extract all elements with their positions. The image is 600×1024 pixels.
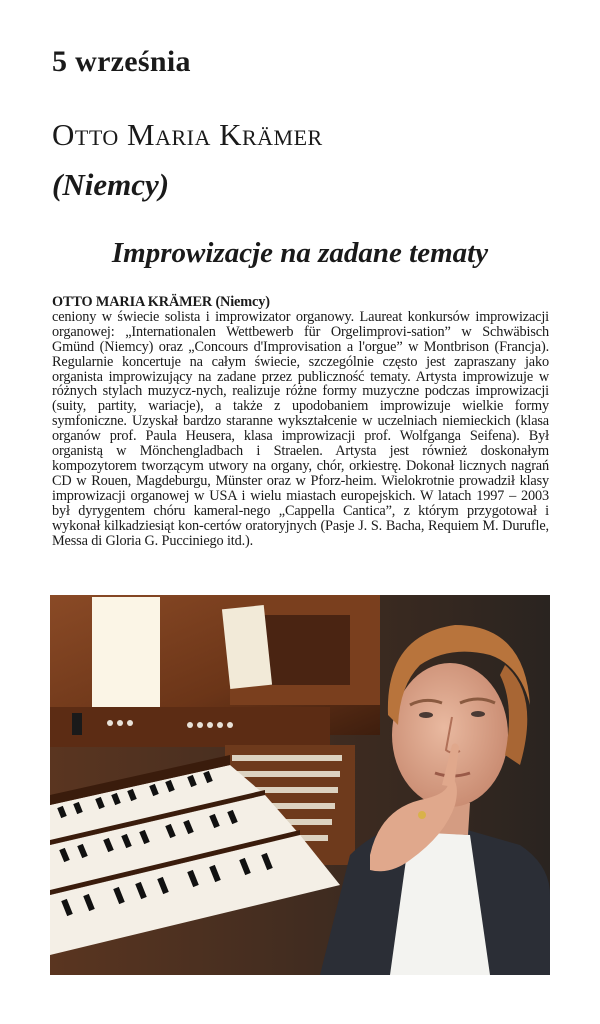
biography: [52, 295, 549, 548]
performer-name: Otto Maria Krämer: [52, 117, 323, 152]
program-title: Improwizacje na zadane tematy: [111, 237, 489, 269]
performer-photo: [50, 595, 550, 975]
biography-name: OTTO MARIA KRÄMER (Niemcy): [52, 294, 270, 310]
performer-country: (Niemcy): [52, 167, 170, 202]
biography-text: ceniony w świecie solista i improwizator organowy. Laureat konkursów improwizacji organowej: „Internationalen Wettbewerb für Orgelimprovi-sation” w Schwäbisch Gmünd (Niemcy) oraz „Concours d'Improvisation a l'orgue” w Montbrison (Francja). Regularnie koncertuje na całym świecie, szczególnie często jest zapraszany jako organista improwizujący na zadane przez publiczność tematy. Artysta improwizuje w różnych stylach muzycz-nych, realizuje różne formy muzyczne podczas improwizacji (suity, partity, wariacje), a także z upodobaniem improwizuje wielkie formy symfoniczne. Uzyskał bardzo staranne wykształcenie w uczelniach niemieckich (klasa organów prof. Paula Heusera, klasa improwizacji prof. Wolfganga Seifena). Był organistą w Mönchengladbach i Straelen. Artysta jest również doskonałym kompozytorem tworzącym utwory na organy, chór, orkiestrę. Dokonał licznych nagrań CD w Rouen, Magdeburgu, Münster oraz w Pforz-heim. Wielokrotnie prowadził klasy improwizacji organowej w USA i wielu miastach europejskich. W latach 1997 – 2003 był dyrygentem chóru kameral-nego „Cappella Cantica”, z którym przygotował i wykonał kilkadziesiąt kon-certów oratoryjnych (Pasje J. S. Bacha, Requiem M. Durufle, Messa di Gloria G. Pucciniego itd.).: [52, 308, 549, 549]
date-heading: 5 września: [52, 45, 191, 78]
